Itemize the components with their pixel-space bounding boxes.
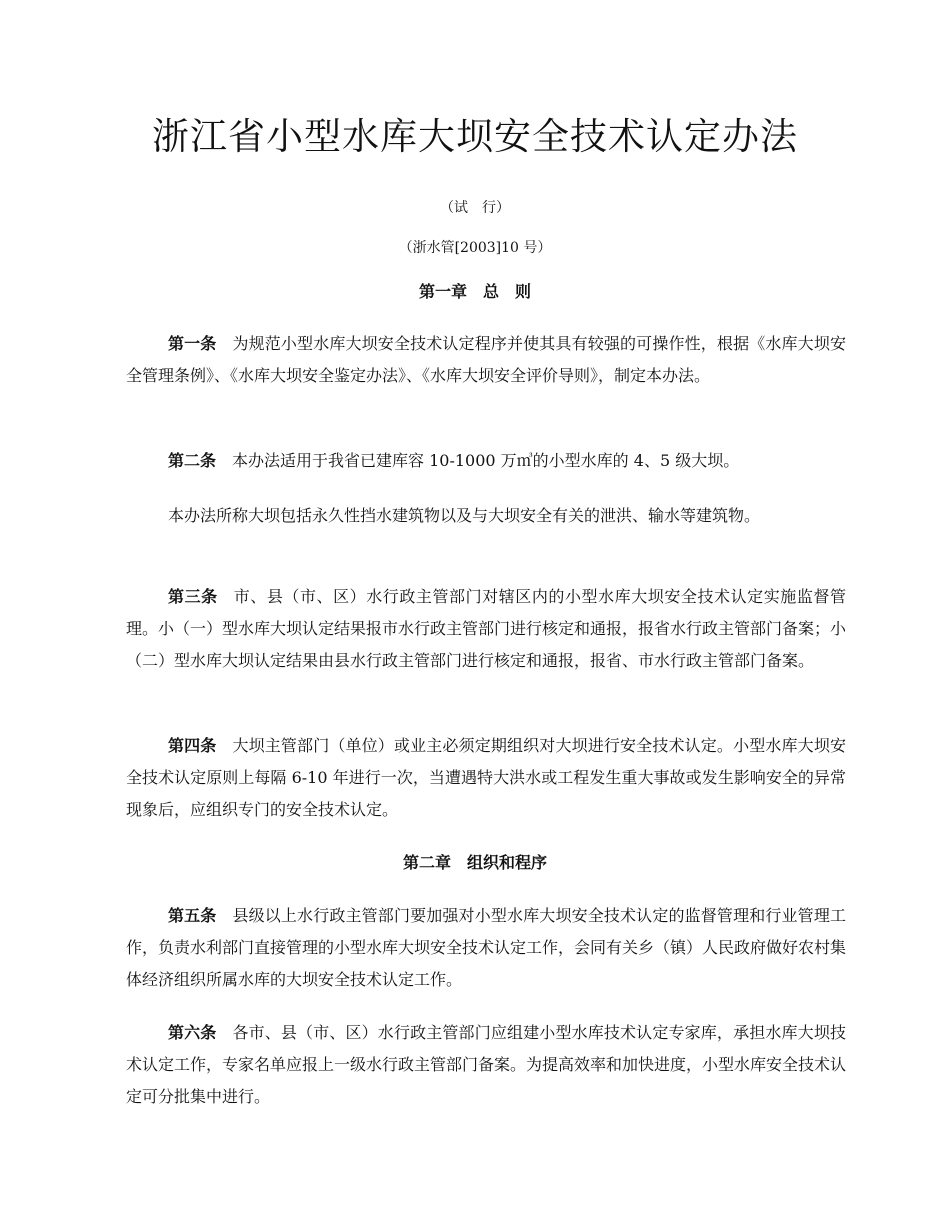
article-label: 第六条 [168,1023,217,1042]
article-3 [126,581,846,677]
chapter-heading: 第一章 总 则 [418,282,531,301]
trial-note: （试 行） [440,200,510,216]
article-text: 本办法所称大坝包括永久性挡水建筑物以及与大坝安全有关的泄洪、输水等建筑物。 [168,506,761,525]
article-label: 第四条 [168,736,217,755]
article-label: 第二条 [168,451,217,470]
document-number: （浙水管[2003]10 号） [398,240,552,256]
article-2 [126,445,846,477]
article-label: 第五条 [168,906,217,925]
article-text: 大坝主管部门（单位）或业主必须定期组织对大坝进行安全技术认定。小型水库大坝安全技术认定原则上每隔 6-10 年进行一次，当遭遇特大洪水或工程发生重大事故或发生影响安全的异常现象后，应组织专门的安全技术认定。 [126,736,846,819]
chapter-heading: 第二章 组织和程序 [402,853,547,872]
article-label: 第三条 [168,587,218,606]
article-4 [126,730,846,826]
article-5 [126,900,846,996]
article-1 [126,328,846,392]
article-label: 第一条 [168,334,217,353]
article-text: 市、县（市、区）水行政主管部门对辖区内的小型水库大坝安全技术认定实施监督管理。小（一）型水库大坝认定结果报市水行政主管部门进行核定和通报，报省水行政主管部门备案；小（二）型水库大坝认定结果由县水行政主管部门进行核定和通报，报省、市水行政主管部门备案。 [126,587,847,670]
article-2-paragraph [126,500,846,532]
article-text: 本办法适用于我省已建库容 10-1000 万㎥的小型水库的 4、5 级大坝。 [232,451,740,470]
article-text: 为规范小型水库大坝安全技术认定程序并使其具有较强的可操作性，根据《水库大坝安全管理条例》、《水库大坝安全鉴定办法》、《水库大坝安全评价导则》，制定本办法。 [126,334,846,385]
article-6 [126,1017,846,1113]
article-text: 县级以上水行政主管部门要加强对小型水库大坝安全技术认定的监督管理和行业管理工作，负责水利部门直接管理的小型水库大坝安全技术认定工作，会同有关乡（镇）人民政府做好农村集体经济组织所属水库的大坝安全技术认定工作。 [126,906,847,989]
document-title: 浙江省小型水库大坝安全技术认定办法 [152,115,798,158]
article-text: 各市、县（市、区）水行政主管部门应组建小型水库技术认定专家库，承担水库大坝技术认定工作，专家名单应报上一级水行政主管部门备案。为提高效率和加快进度，小型水库安全技术认定可分批集中进行。 [126,1023,847,1106]
